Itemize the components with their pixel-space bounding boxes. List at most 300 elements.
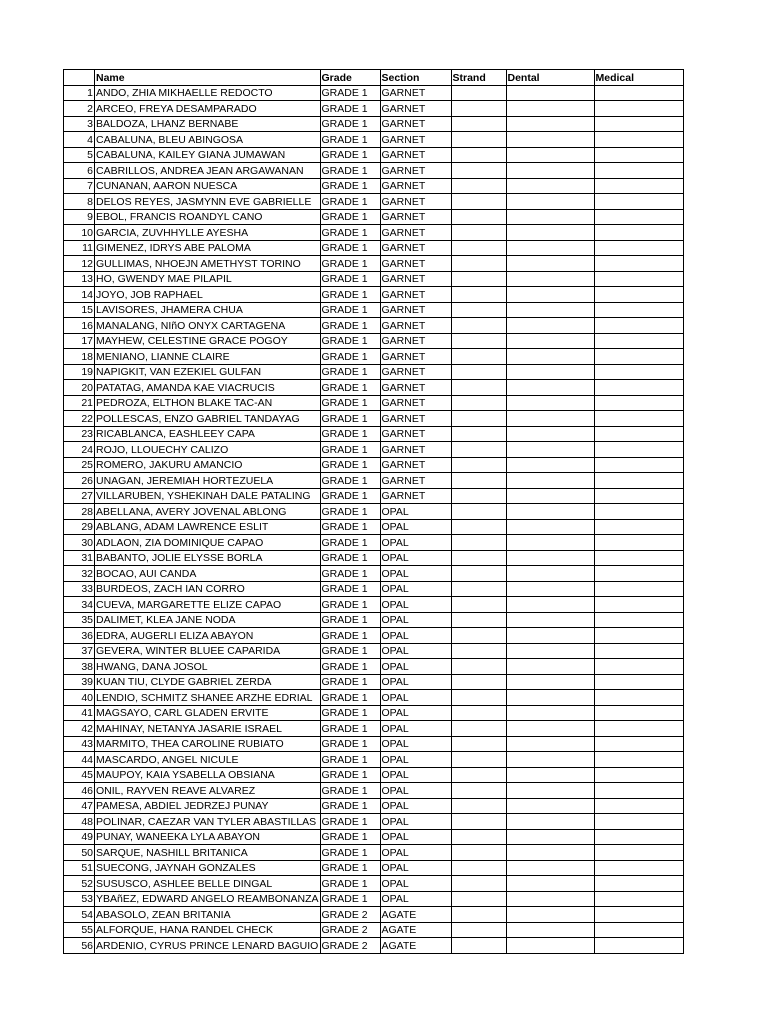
strand-cell[interactable] [451, 85, 506, 101]
dental-cell[interactable] [506, 163, 594, 179]
dental-cell[interactable] [506, 736, 594, 752]
dental-cell[interactable] [506, 395, 594, 411]
grade-cell[interactable]: GRADE 1 [320, 411, 380, 427]
section-cell[interactable]: OPAL [380, 612, 451, 628]
section-cell[interactable]: OPAL [380, 752, 451, 768]
name-cell[interactable]: DELOS REYES, JASMYNN EVE GABRIELLE [95, 194, 321, 210]
section-cell[interactable]: GARNET [380, 132, 451, 148]
header-number[interactable] [64, 70, 95, 86]
grade-cell[interactable]: GRADE 1 [320, 643, 380, 659]
grade-cell[interactable]: GRADE 1 [320, 178, 380, 194]
medical-cell[interactable] [594, 938, 683, 954]
grade-cell[interactable]: GRADE 1 [320, 612, 380, 628]
name-cell[interactable]: MAUPOY, KAIA YSABELLA OBSIANA [95, 767, 321, 783]
section-cell[interactable]: GARNET [380, 349, 451, 365]
name-cell[interactable]: MAYHEW, CELESTINE GRACE POGOY [95, 333, 321, 349]
strand-cell[interactable] [451, 783, 506, 799]
number-cell[interactable]: 17 [64, 333, 95, 349]
number-cell[interactable]: 23 [64, 426, 95, 442]
dental-cell[interactable] [506, 721, 594, 737]
dental-cell[interactable] [506, 411, 594, 427]
dental-cell[interactable] [506, 178, 594, 194]
strand-cell[interactable] [451, 767, 506, 783]
name-cell[interactable]: BABANTO, JOLIE ELYSSE BORLA [95, 550, 321, 566]
grade-cell[interactable]: GRADE 1 [320, 302, 380, 318]
section-cell[interactable]: OPAL [380, 860, 451, 876]
grade-cell[interactable]: GRADE 1 [320, 581, 380, 597]
grade-cell[interactable]: GRADE 1 [320, 876, 380, 892]
name-cell[interactable]: KUAN TIU, CLYDE GABRIEL ZERDA [95, 674, 321, 690]
strand-cell[interactable] [451, 922, 506, 938]
strand-cell[interactable] [451, 628, 506, 644]
medical-cell[interactable] [594, 240, 683, 256]
grade-cell[interactable]: GRADE 1 [320, 132, 380, 148]
dental-cell[interactable] [506, 209, 594, 225]
dental-cell[interactable] [506, 860, 594, 876]
dental-cell[interactable] [506, 535, 594, 551]
name-cell[interactable]: SUECONG, JAYNAH GONZALES [95, 860, 321, 876]
section-cell[interactable]: OPAL [380, 628, 451, 644]
medical-cell[interactable] [594, 256, 683, 272]
medical-cell[interactable] [594, 643, 683, 659]
medical-cell[interactable] [594, 721, 683, 737]
name-cell[interactable]: YBAñEZ, EDWARD ANGELO REAMBONANZA [96, 893, 319, 905]
grade-cell[interactable]: GRADE 1 [320, 349, 380, 365]
medical-cell[interactable] [594, 504, 683, 520]
number-cell[interactable]: 44 [64, 752, 95, 768]
grade-cell[interactable]: GRADE 1 [320, 860, 380, 876]
name-cell[interactable]: ALFORQUE, HANA RANDEL CHECK [95, 922, 321, 938]
grade-cell[interactable]: GRADE 1 [320, 829, 380, 845]
dental-cell[interactable] [506, 473, 594, 489]
strand-cell[interactable] [451, 287, 506, 303]
section-cell[interactable]: GARNET [380, 442, 451, 458]
name-cell[interactable]: HO, GWENDY MAE PILAPIL [95, 271, 321, 287]
number-cell[interactable]: 22 [64, 411, 95, 427]
medical-cell[interactable] [594, 907, 683, 923]
dental-cell[interactable] [506, 581, 594, 597]
number-cell[interactable]: 6 [64, 163, 95, 179]
dental-cell[interactable] [506, 101, 594, 117]
dental-cell[interactable] [506, 876, 594, 892]
section-cell[interactable]: OPAL [380, 550, 451, 566]
number-cell[interactable]: 42 [64, 721, 95, 737]
name-cell[interactable]: MAHINAY, NETANYA JASARIE ISRAEL [95, 721, 321, 737]
dental-cell[interactable] [506, 488, 594, 504]
section-cell[interactable]: OPAL [380, 783, 451, 799]
medical-cell[interactable] [594, 752, 683, 768]
header-section[interactable]: Section [380, 70, 451, 86]
strand-cell[interactable] [451, 101, 506, 117]
grade-cell[interactable]: GRADE 1 [320, 225, 380, 241]
strand-cell[interactable] [451, 612, 506, 628]
strand-cell[interactable] [451, 302, 506, 318]
medical-cell[interactable] [594, 922, 683, 938]
number-cell[interactable]: 43 [64, 736, 95, 752]
dental-cell[interactable] [506, 767, 594, 783]
name-cell[interactable]: ARCEO, FREYA DESAMPARADO [95, 101, 321, 117]
number-cell[interactable]: 37 [64, 643, 95, 659]
name-cell[interactable]: EBOL, FRANCIS ROANDYL CANO [95, 209, 321, 225]
section-cell[interactable]: OPAL [380, 643, 451, 659]
dental-cell[interactable] [506, 349, 594, 365]
section-cell[interactable]: OPAL [380, 705, 451, 721]
section-cell[interactable]: GARNET [380, 287, 451, 303]
header-dental[interactable]: Dental [506, 70, 594, 86]
grade-cell[interactable]: GRADE 1 [320, 287, 380, 303]
dental-cell[interactable] [506, 566, 594, 582]
number-cell[interactable]: 39 [64, 674, 95, 690]
number-cell[interactable]: 1 [64, 85, 95, 101]
dental-cell[interactable] [506, 333, 594, 349]
medical-cell[interactable] [594, 147, 683, 163]
number-cell[interactable]: 34 [64, 597, 95, 613]
medical-cell[interactable] [594, 349, 683, 365]
grade-cell[interactable]: GRADE 1 [320, 380, 380, 396]
strand-cell[interactable] [451, 535, 506, 551]
grade-cell[interactable]: GRADE 1 [320, 163, 380, 179]
grade-cell[interactable]: GRADE 1 [320, 628, 380, 644]
section-cell[interactable]: GARNET [380, 178, 451, 194]
number-cell[interactable]: 53 [64, 891, 95, 907]
strand-cell[interactable] [451, 116, 506, 132]
grade-cell[interactable]: GRADE 1 [320, 519, 380, 535]
section-cell[interactable]: GARNET [380, 318, 451, 334]
section-cell[interactable]: GARNET [380, 194, 451, 210]
number-cell[interactable]: 21 [64, 395, 95, 411]
number-cell[interactable]: 26 [64, 473, 95, 489]
number-cell[interactable]: 31 [64, 550, 95, 566]
number-cell[interactable]: 52 [64, 876, 95, 892]
medical-cell[interactable] [594, 426, 683, 442]
dental-cell[interactable] [506, 643, 594, 659]
section-cell[interactable]: AGATE [380, 938, 451, 954]
strand-cell[interactable] [451, 225, 506, 241]
medical-cell[interactable] [594, 101, 683, 117]
dental-cell[interactable] [506, 271, 594, 287]
name-cell[interactable]: SUSUSCO, ASHLEE BELLE DINGAL [95, 876, 321, 892]
medical-cell[interactable] [594, 287, 683, 303]
number-cell[interactable]: 49 [64, 829, 95, 845]
section-cell[interactable]: OPAL [380, 597, 451, 613]
medical-cell[interactable] [594, 519, 683, 535]
strand-cell[interactable] [451, 752, 506, 768]
grade-cell[interactable]: GRADE 1 [320, 473, 380, 489]
section-cell[interactable]: AGATE [380, 907, 451, 923]
grade-cell[interactable]: GRADE 1 [320, 504, 380, 520]
dental-cell[interactable] [506, 116, 594, 132]
name-cell[interactable]: ANDO, ZHIA MIKHAELLE REDOCTO [95, 85, 321, 101]
number-cell[interactable]: 40 [64, 690, 95, 706]
number-cell[interactable]: 24 [64, 442, 95, 458]
name-cell[interactable]: GARCIA, ZUVHHYLLE AYESHA [95, 225, 321, 241]
medical-cell[interactable] [594, 442, 683, 458]
number-cell[interactable]: 27 [64, 488, 95, 504]
section-cell[interactable]: GARNET [380, 225, 451, 241]
strand-cell[interactable] [451, 519, 506, 535]
section-cell[interactable]: OPAL [380, 798, 451, 814]
name-cell[interactable]: PUNAY, WANEEKA LYLA ABAYON [95, 829, 321, 845]
name-cell[interactable]: POLLESCAS, ENZO GABRIEL TANDAYAG [95, 411, 321, 427]
number-cell[interactable]: 14 [64, 287, 95, 303]
strand-cell[interactable] [451, 597, 506, 613]
name-cell[interactable]: ROJO, LLOUECHY CALIZO [95, 442, 321, 458]
section-cell[interactable]: GARNET [380, 271, 451, 287]
grade-cell[interactable]: GRADE 1 [320, 101, 380, 117]
dental-cell[interactable] [506, 659, 594, 675]
dental-cell[interactable] [506, 612, 594, 628]
strand-cell[interactable] [451, 163, 506, 179]
dental-cell[interactable] [506, 364, 594, 380]
grade-cell[interactable]: GRADE 1 [320, 426, 380, 442]
grade-cell[interactable]: GRADE 1 [320, 194, 380, 210]
number-cell[interactable]: 36 [64, 628, 95, 644]
grade-cell[interactable]: GRADE 1 [320, 845, 380, 861]
dental-cell[interactable] [506, 752, 594, 768]
name-cell[interactable]: LENDIO, SCHMITZ SHANEE ARZHE EDRIAL [95, 690, 321, 706]
strand-cell[interactable] [451, 349, 506, 365]
strand-cell[interactable] [451, 395, 506, 411]
medical-cell[interactable] [594, 473, 683, 489]
medical-cell[interactable] [594, 535, 683, 551]
section-cell[interactable]: OPAL [380, 891, 451, 907]
strand-cell[interactable] [451, 891, 506, 907]
name-cell[interactable]: ROMERO, JAKURU AMANCIO [95, 457, 321, 473]
number-cell[interactable]: 41 [64, 705, 95, 721]
medical-cell[interactable] [594, 845, 683, 861]
grade-cell[interactable]: GRADE 1 [320, 256, 380, 272]
header-medical[interactable]: Medical [594, 70, 683, 86]
number-cell[interactable]: 51 [64, 860, 95, 876]
section-cell[interactable]: OPAL [380, 659, 451, 675]
section-cell[interactable]: GARNET [380, 395, 451, 411]
number-cell[interactable]: 16 [64, 318, 95, 334]
medical-cell[interactable] [594, 318, 683, 334]
dental-cell[interactable] [506, 550, 594, 566]
dental-cell[interactable] [506, 256, 594, 272]
dental-cell[interactable] [506, 318, 594, 334]
dental-cell[interactable] [506, 798, 594, 814]
strand-cell[interactable] [451, 380, 506, 396]
strand-cell[interactable] [451, 256, 506, 272]
strand-cell[interactable] [451, 860, 506, 876]
strand-cell[interactable] [451, 132, 506, 148]
section-cell[interactable]: OPAL [380, 814, 451, 830]
name-cell[interactable]: ONIL, RAYVEN REAVE ALVAREZ [95, 783, 321, 799]
name-cell[interactable]: BOCAO, AUI CANDA [95, 566, 321, 582]
section-cell[interactable]: OPAL [380, 829, 451, 845]
name-cell[interactable]: DALIMET, KLEA JANE NODA [95, 612, 321, 628]
grade-cell[interactable]: GRADE 1 [320, 705, 380, 721]
medical-cell[interactable] [594, 271, 683, 287]
number-cell[interactable]: 10 [64, 225, 95, 241]
name-cell[interactable]: MARMITO, THEA CAROLINE RUBIATO [95, 736, 321, 752]
name-cell[interactable]: UNAGAN, JEREMIAH HORTEZUELA [95, 473, 321, 489]
name-cell[interactable]: ADLAON, ZIA DOMINIQUE CAPAO [95, 535, 321, 551]
grade-cell[interactable]: GRADE 1 [320, 535, 380, 551]
number-cell[interactable]: 35 [64, 612, 95, 628]
header-grade[interactable]: Grade [320, 70, 380, 86]
name-cell[interactable]: ABELLANA, AVERY JOVENAL ABLONG [95, 504, 321, 520]
name-cell[interactable]: PEDROZA, ELTHON BLAKE TAC-AN [95, 395, 321, 411]
strand-cell[interactable] [451, 333, 506, 349]
grade-cell[interactable]: GRADE 1 [320, 442, 380, 458]
number-cell[interactable]: 50 [64, 845, 95, 861]
number-cell[interactable]: 11 [64, 240, 95, 256]
grade-cell[interactable]: GRADE 1 [320, 116, 380, 132]
dental-cell[interactable] [506, 240, 594, 256]
dental-cell[interactable] [506, 907, 594, 923]
dental-cell[interactable] [506, 380, 594, 396]
number-cell[interactable]: 47 [64, 798, 95, 814]
medical-cell[interactable] [594, 674, 683, 690]
medical-cell[interactable] [594, 380, 683, 396]
section-cell[interactable]: GARNET [380, 333, 451, 349]
grade-cell[interactable]: GRADE 1 [320, 814, 380, 830]
section-cell[interactable]: OPAL [380, 674, 451, 690]
medical-cell[interactable] [594, 550, 683, 566]
strand-cell[interactable] [451, 566, 506, 582]
medical-cell[interactable] [594, 302, 683, 318]
number-cell[interactable]: 48 [64, 814, 95, 830]
strand-cell[interactable] [451, 829, 506, 845]
medical-cell[interactable] [594, 116, 683, 132]
number-cell[interactable]: 7 [64, 178, 95, 194]
medical-cell[interactable] [594, 891, 683, 907]
section-cell[interactable]: OPAL [380, 581, 451, 597]
grade-cell[interactable]: GRADE 2 [320, 938, 380, 954]
number-cell[interactable]: 45 [64, 767, 95, 783]
grade-cell[interactable]: GRADE 1 [320, 550, 380, 566]
grade-cell[interactable]: GRADE 1 [320, 85, 380, 101]
dental-cell[interactable] [506, 674, 594, 690]
grade-cell[interactable]: GRADE 2 [320, 907, 380, 923]
name-cell[interactable]: NAPIGKIT, VAN EZEKIEL GULFAN [95, 364, 321, 380]
section-cell[interactable]: GARNET [380, 411, 451, 427]
section-cell[interactable]: GARNET [380, 116, 451, 132]
strand-cell[interactable] [451, 938, 506, 954]
medical-cell[interactable] [594, 581, 683, 597]
grade-cell[interactable]: GRADE 1 [320, 752, 380, 768]
name-cell[interactable]: GULLIMAS, NHOEJN AMETHYST TORINO [95, 256, 321, 272]
dental-cell[interactable] [506, 829, 594, 845]
medical-cell[interactable] [594, 395, 683, 411]
section-cell[interactable]: GARNET [380, 302, 451, 318]
strand-cell[interactable] [451, 814, 506, 830]
dental-cell[interactable] [506, 194, 594, 210]
number-cell[interactable]: 32 [64, 566, 95, 582]
name-cell[interactable]: GEVERA, WINTER BLUEE CAPARIDA [95, 643, 321, 659]
number-cell[interactable]: 13 [64, 271, 95, 287]
number-cell[interactable]: 9 [64, 209, 95, 225]
strand-cell[interactable] [451, 473, 506, 489]
number-cell[interactable]: 46 [64, 783, 95, 799]
name-cell[interactable]: ARDENIO, CYRUS PRINCE LENARD BAGUIO [96, 939, 319, 952]
medical-cell[interactable] [594, 132, 683, 148]
number-cell[interactable]: 55 [64, 922, 95, 938]
section-cell[interactable]: GARNET [380, 473, 451, 489]
number-cell[interactable]: 3 [64, 116, 95, 132]
medical-cell[interactable] [594, 814, 683, 830]
dental-cell[interactable] [506, 426, 594, 442]
medical-cell[interactable] [594, 225, 683, 241]
number-cell[interactable]: 4 [64, 132, 95, 148]
strand-cell[interactable] [451, 798, 506, 814]
strand-cell[interactable] [451, 240, 506, 256]
name-cell[interactable]: MASCARDO, ANGEL NICULE [95, 752, 321, 768]
dental-cell[interactable] [506, 442, 594, 458]
medical-cell[interactable] [594, 736, 683, 752]
grade-cell[interactable]: GRADE 1 [320, 488, 380, 504]
dental-cell[interactable] [506, 519, 594, 535]
dental-cell[interactable] [506, 783, 594, 799]
grade-cell[interactable]: GRADE 1 [320, 333, 380, 349]
section-cell[interactable]: OPAL [380, 566, 451, 582]
dental-cell[interactable] [506, 225, 594, 241]
name-cell[interactable]: EDRA, AUGERLI ELIZA ABAYON [95, 628, 321, 644]
grade-cell[interactable]: GRADE 1 [320, 767, 380, 783]
section-cell[interactable]: GARNET [380, 147, 451, 163]
grade-cell[interactable]: GRADE 1 [320, 798, 380, 814]
grade-cell[interactable]: GRADE 1 [320, 690, 380, 706]
medical-cell[interactable] [594, 411, 683, 427]
grade-cell[interactable]: GRADE 1 [320, 736, 380, 752]
strand-cell[interactable] [451, 736, 506, 752]
header-strand[interactable]: Strand [451, 70, 506, 86]
name-cell[interactable]: LAVISORES, JHAMERA CHUA [95, 302, 321, 318]
medical-cell[interactable] [594, 860, 683, 876]
medical-cell[interactable] [594, 457, 683, 473]
name-cell[interactable]: ABASOLO, ZEAN BRITANIA [95, 907, 321, 923]
grade-cell[interactable]: GRADE 1 [320, 659, 380, 675]
number-cell[interactable]: 25 [64, 457, 95, 473]
name-cell[interactable]: VILLARUBEN, YSHEKINAH DALE PATALING [95, 488, 321, 504]
strand-cell[interactable] [451, 271, 506, 287]
section-cell[interactable]: GARNET [380, 209, 451, 225]
medical-cell[interactable] [594, 628, 683, 644]
section-cell[interactable]: OPAL [380, 736, 451, 752]
section-cell[interactable]: GARNET [380, 101, 451, 117]
grade-cell[interactable]: GRADE 1 [320, 318, 380, 334]
medical-cell[interactable] [594, 597, 683, 613]
medical-cell[interactable] [594, 659, 683, 675]
name-cell[interactable]: GIMENEZ, IDRYS ABE PALOMA [95, 240, 321, 256]
dental-cell[interactable] [506, 287, 594, 303]
name-cell[interactable]: BALDOZA, LHANZ BERNABE [95, 116, 321, 132]
number-cell[interactable]: 2 [64, 101, 95, 117]
grade-cell[interactable]: GRADE 1 [320, 364, 380, 380]
dental-cell[interactable] [506, 504, 594, 520]
grade-cell[interactable]: GRADE 1 [320, 240, 380, 256]
number-cell[interactable]: 18 [64, 349, 95, 365]
dental-cell[interactable] [506, 814, 594, 830]
section-cell[interactable]: OPAL [380, 721, 451, 737]
number-cell[interactable]: 8 [64, 194, 95, 210]
section-cell[interactable]: OPAL [380, 767, 451, 783]
section-cell[interactable]: GARNET [380, 163, 451, 179]
name-cell[interactable]: RICABLANCA, EASHLEEY CAPA [95, 426, 321, 442]
grade-cell[interactable]: GRADE 1 [320, 721, 380, 737]
medical-cell[interactable] [594, 85, 683, 101]
number-cell[interactable]: 28 [64, 504, 95, 520]
strand-cell[interactable] [451, 674, 506, 690]
section-cell[interactable]: GARNET [380, 457, 451, 473]
dental-cell[interactable] [506, 891, 594, 907]
strand-cell[interactable] [451, 721, 506, 737]
name-cell[interactable]: CABRILLOS, ANDREA JEAN ARGAWANAN [95, 163, 321, 179]
medical-cell[interactable] [594, 333, 683, 349]
medical-cell[interactable] [594, 705, 683, 721]
